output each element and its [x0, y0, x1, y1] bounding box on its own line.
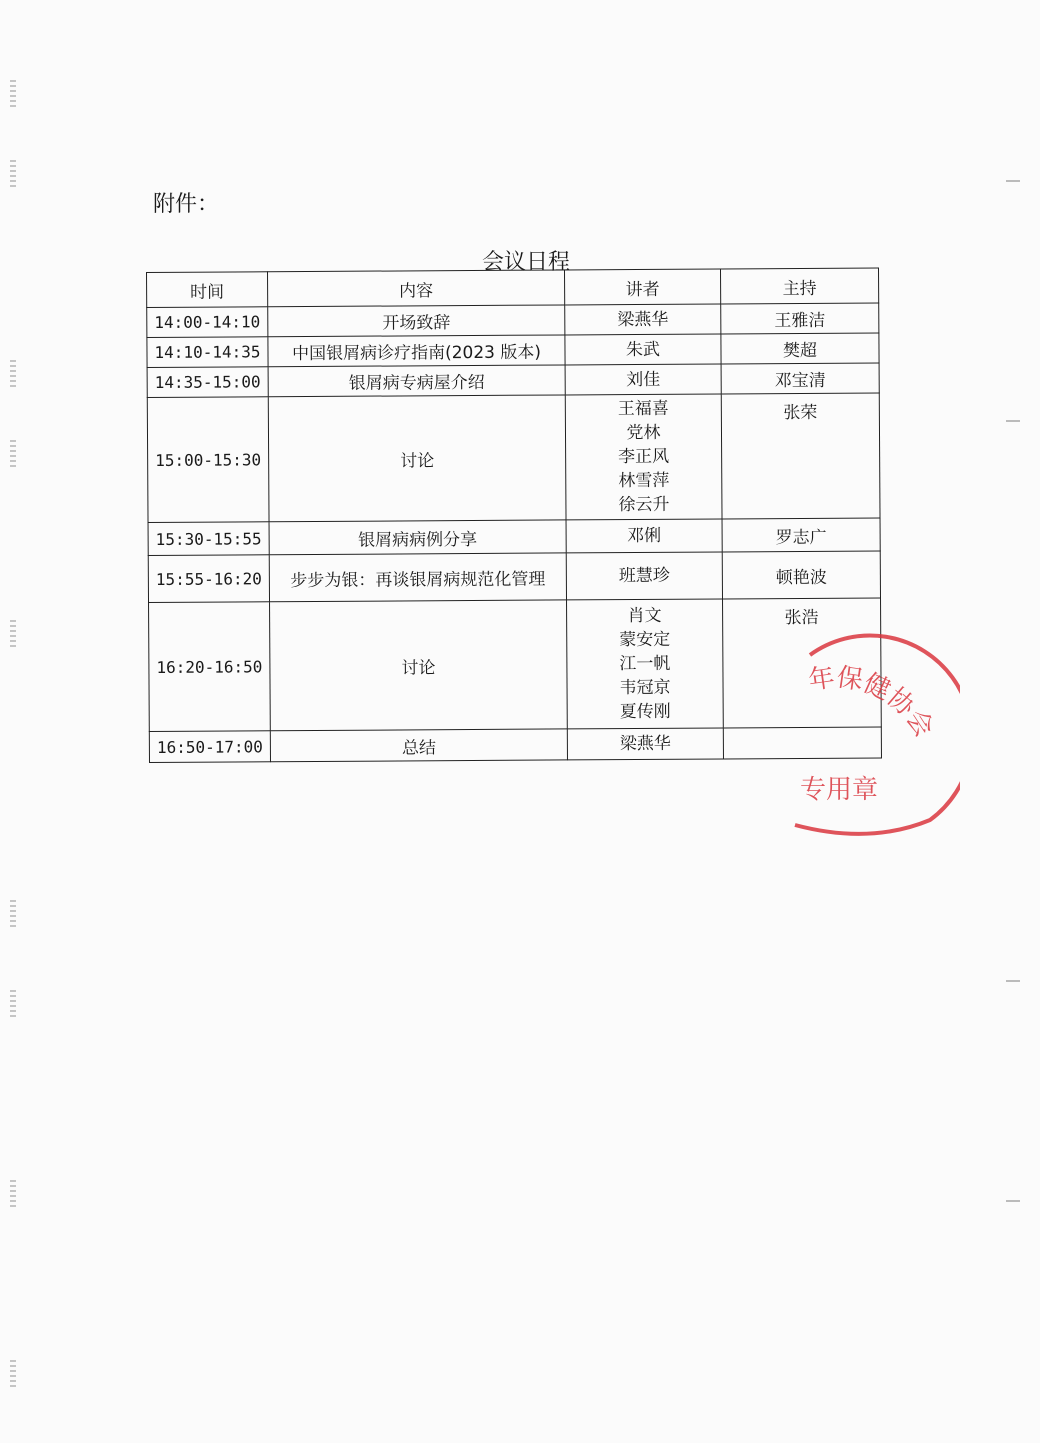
cell-content: 开场致辞 — [268, 305, 565, 337]
cell-content: 讨论 — [268, 395, 566, 522]
schedule-title: 会议日程 — [482, 250, 571, 275]
speaker-name: 韦冠京 — [619, 677, 671, 699]
header-content: 内容 — [268, 270, 565, 307]
table-row — [148, 518, 880, 555]
stamp-text: 年保健协会 — [806, 662, 939, 743]
cell-time: 14:00-14:10 — [147, 307, 268, 338]
speaker-name: 李正风 — [618, 446, 670, 468]
header-speaker: 讲者 — [564, 269, 720, 305]
speaker-name: 林雪萍 — [618, 470, 670, 492]
table-header-row — [147, 268, 879, 307]
stamp-subtext: 专用章 — [800, 775, 879, 805]
cell-speaker — [566, 519, 722, 553]
cell-time: 15:30-15:55 — [148, 522, 269, 556]
cell-host: 张浩 — [723, 598, 882, 728]
speaker-name: 党林 — [626, 422, 661, 444]
scan-right-marks — [1006, 0, 1026, 1443]
speaker-name: 班慧珍 — [618, 565, 670, 587]
cell-time: 15:55-16:20 — [148, 555, 269, 603]
speaker-name: 夏传刚 — [619, 701, 671, 723]
speaker-name: 徐云升 — [618, 494, 670, 516]
cell-speaker — [565, 394, 722, 520]
speaker-name: 刘佳 — [626, 369, 661, 390]
cell-content: 讨论 — [270, 600, 568, 731]
header-host: 主持 — [720, 268, 878, 304]
cell-host: 樊超 — [721, 333, 879, 364]
cell-time: 15:00-15:30 — [147, 397, 269, 523]
official-seal-stamp — [770, 630, 960, 840]
cell-time: 14:35-15:00 — [147, 367, 268, 398]
speaker-name: 江一帆 — [619, 653, 671, 675]
cell-content: 银屑病病例分享 — [269, 520, 566, 555]
cell-content: 总结 — [270, 729, 567, 762]
cell-speaker — [567, 599, 724, 729]
speaker-name: 朱武 — [625, 339, 661, 360]
cell-host: 邓宝清 — [721, 363, 879, 394]
cell-speaker — [566, 552, 722, 600]
cell-host: 张荣 — [721, 393, 880, 519]
header-time: 时间 — [147, 272, 268, 308]
cell-speaker — [567, 728, 723, 760]
cell-content: 步步为银：再谈银屑病规范化管理 — [269, 553, 566, 602]
cell-host: 顿艳波 — [722, 551, 880, 599]
cell-host: 罗志广 — [722, 518, 880, 552]
speaker-name: 肖文 — [627, 605, 662, 627]
cell-time: 16:50-17:00 — [149, 731, 270, 763]
speaker-name: 梁燕华 — [619, 733, 671, 755]
table-row — [147, 393, 880, 522]
table-row — [147, 303, 879, 337]
cell-host: 王雅洁 — [721, 303, 879, 334]
cell-time: 16:20-16:50 — [149, 602, 271, 732]
cell-speaker — [565, 304, 721, 335]
speaker-name: 梁燕华 — [617, 309, 669, 330]
table-row — [147, 363, 879, 397]
table-row — [148, 551, 880, 602]
cell-time: 14:10-14:35 — [147, 337, 268, 368]
cell-speaker — [565, 334, 721, 365]
speaker-name: 蒙安定 — [619, 629, 671, 651]
svg-text:年保健协会 — [807, 663, 939, 743]
cell-content: 中国银屑病诊疗指南(2023 版本) — [268, 335, 565, 367]
speaker-name: 邓俐 — [627, 525, 662, 547]
attachment-label: 附件： — [153, 192, 220, 217]
cell-speaker — [565, 364, 721, 395]
scan-edge-marks — [10, 60, 20, 1420]
table-row — [147, 333, 879, 367]
cell-content: 银屑病专病屋介绍 — [268, 365, 565, 397]
speaker-name: 王福喜 — [617, 398, 669, 420]
